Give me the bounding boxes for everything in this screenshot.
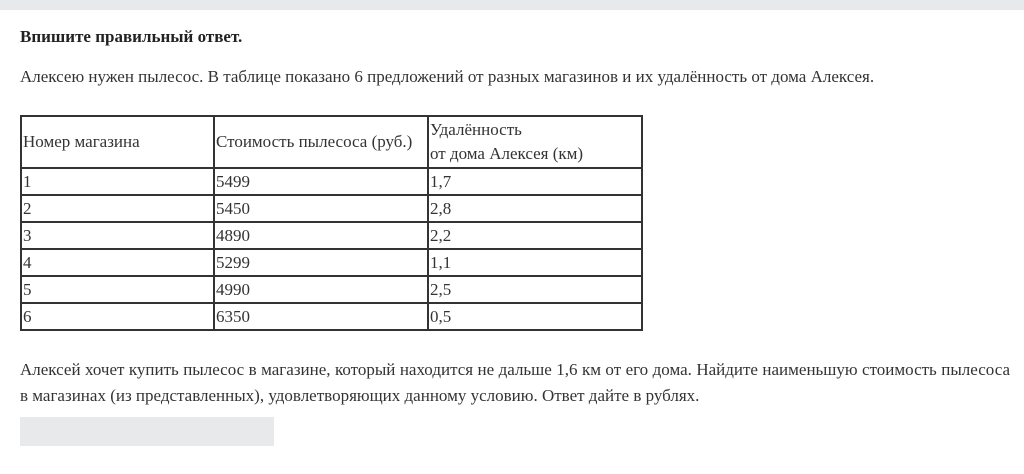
- header-price: Стоимость пылесоса (руб.): [214, 116, 428, 168]
- answer-input[interactable]: [20, 417, 274, 446]
- cell-store: 1: [21, 168, 214, 195]
- table-row: [21, 168, 642, 195]
- cell-store: 6: [21, 303, 214, 330]
- task-instruction: Впишите правильный ответ.: [20, 27, 243, 46]
- header-distance-line1: Удалённость: [430, 120, 522, 139]
- table-header-row: [21, 116, 642, 168]
- table-row: [21, 249, 642, 276]
- cell-distance: 2,2: [428, 222, 642, 249]
- cell-price: 6350: [214, 303, 428, 330]
- table-row: [21, 195, 642, 222]
- cell-price: 5450: [214, 195, 428, 222]
- offers-table: [20, 115, 643, 331]
- table-row: [21, 222, 642, 249]
- cell-distance: 1,7: [428, 168, 642, 195]
- header-distance-line2: от дома Алексея (км): [430, 144, 584, 163]
- cell-distance: 2,5: [428, 276, 642, 303]
- cell-price: 4890: [214, 222, 428, 249]
- cell-price: 5499: [214, 168, 428, 195]
- table-row: [21, 303, 642, 330]
- task-intro: Алексею нужен пылесос. В таблице показано 6 предложений от разных магазинов и их удалённость от дома Алексея.: [20, 67, 875, 86]
- cell-price: 4990: [214, 276, 428, 303]
- cell-store: 3: [21, 222, 214, 249]
- cell-price: 5299: [214, 249, 428, 276]
- cell-store: 5: [21, 276, 214, 303]
- cell-distance: 1,1: [428, 249, 642, 276]
- cell-store: 4: [21, 249, 214, 276]
- table-row: [21, 276, 642, 303]
- cell-distance: 2,8: [428, 195, 642, 222]
- cell-distance: 0,5: [428, 303, 642, 330]
- cell-store: 2: [21, 195, 214, 222]
- top-bar: [0, 0, 1024, 10]
- task-question: Алексей хочет купить пылесос в магазине, который находится не дальше 1,6 км от его дома. Найдите наименьшую стоимость пылесоса в магазинах (из представленных), удовлетворяющих данному условию. Ответ дайте в рублях.: [20, 360, 1010, 405]
- header-store-number: Номер магазина: [21, 116, 214, 168]
- header-distance: [428, 116, 642, 168]
